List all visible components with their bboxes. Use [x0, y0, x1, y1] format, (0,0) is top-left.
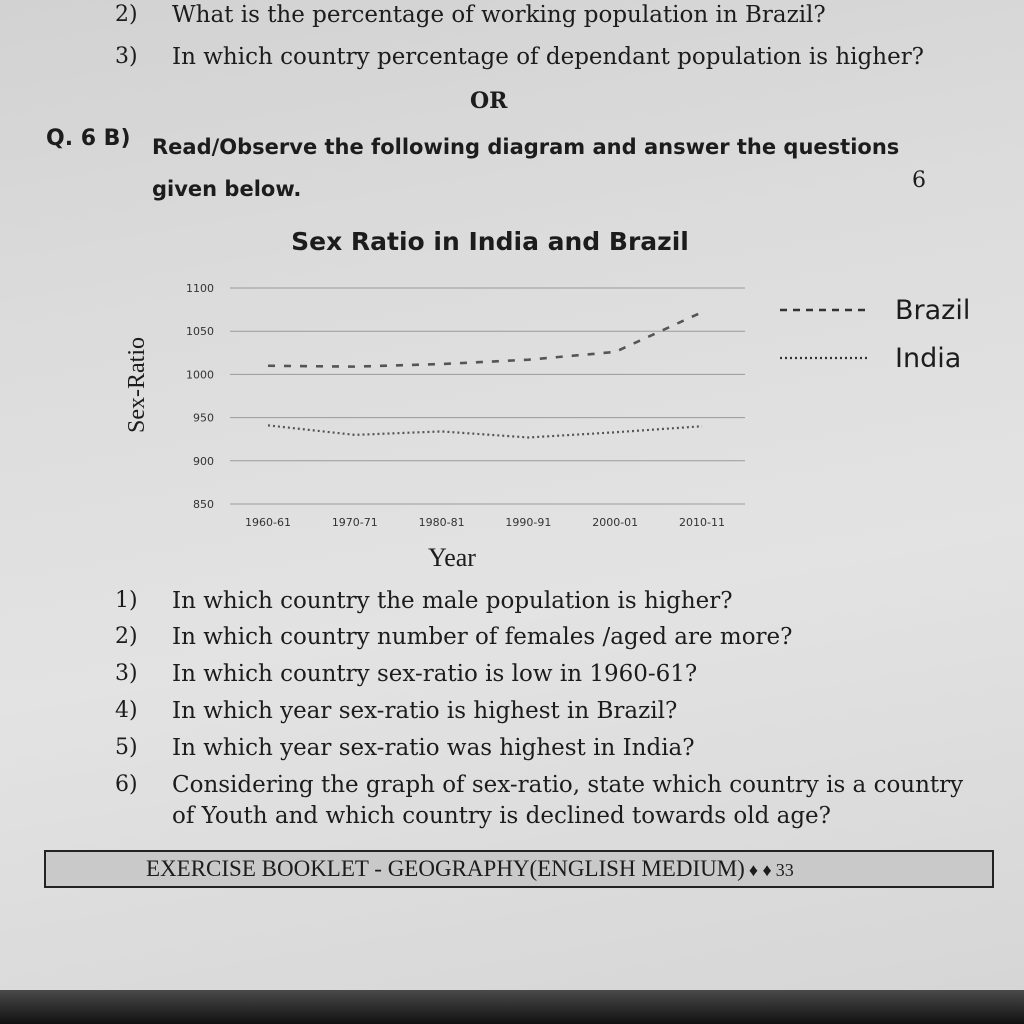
- page-number: 33: [775, 860, 794, 880]
- question-number: 6): [115, 772, 138, 797]
- question-text: In which year sex-ratio was highest in India?: [172, 735, 695, 761]
- x-axis-label: Year: [428, 543, 476, 572]
- desk-shadow: [0, 990, 1024, 1024]
- question-text: In which country sex-ratio is low in 1960-61?: [172, 661, 698, 687]
- x-tick-label: 1990-91: [505, 516, 552, 529]
- x-tick-label: 2010-11: [679, 516, 725, 529]
- question-text: In which country percentage of dependant population is higher?: [172, 44, 925, 70]
- y-tick-label: 950: [193, 411, 214, 425]
- question-number: 4): [115, 698, 138, 723]
- y-tick-label: 900: [193, 454, 214, 468]
- question-text: Considering the graph of sex-ratio, state which country is a country: [172, 772, 964, 798]
- y-tick-label: 1100: [186, 282, 214, 295]
- footer-booklet-name: EXERCISE BOOKLET - GEOGRAPHY(ENGLISH MEDIUM): [146, 856, 745, 881]
- question-text-continued: of Youth and which country is declined towards old age?: [172, 803, 831, 829]
- y-tick-label: 1050: [186, 325, 214, 339]
- series-line-brazil: [268, 312, 702, 366]
- legend-label-brazil: Brazil: [895, 295, 971, 326]
- question-number: 2): [115, 624, 138, 649]
- y-axis-label: Sex-Ratio: [124, 337, 150, 433]
- question-number: 3): [115, 661, 138, 686]
- marks-value: 6: [912, 168, 926, 193]
- question-6-label: Q. 6 B): [46, 126, 131, 151]
- question-number: 5): [115, 735, 138, 760]
- diamond-icons: ♦ ♦: [748, 860, 772, 880]
- question-text: In which country the male population is higher?: [172, 588, 733, 614]
- footer-title: [146, 856, 794, 882]
- question-6-instruction: Read/Observe the following diagram and answer the questions given below.: [152, 135, 900, 201]
- chart-title: Sex Ratio in India and Brazil: [291, 227, 689, 256]
- question-text: What is the percentage of working population in Brazil?: [172, 2, 826, 28]
- chart-svg: [110, 220, 990, 580]
- series-line-india: [268, 425, 702, 437]
- x-tick-label: 2000-01: [592, 516, 639, 529]
- x-tick-label: 1980-81: [418, 516, 465, 529]
- question-text: In which year sex-ratio is highest in Brazil?: [172, 698, 678, 724]
- footer-banner: [44, 850, 994, 888]
- chart-grid: [186, 282, 745, 529]
- y-tick-label: 1000: [186, 368, 214, 382]
- x-tick-label: 1970-71: [331, 516, 378, 529]
- question-number: 2): [115, 2, 138, 27]
- legend-label-india: India: [895, 343, 962, 374]
- x-tick-label: 1960-61: [245, 516, 291, 529]
- sex-ratio-chart: [110, 220, 990, 580]
- or-divider: OR: [470, 88, 508, 114]
- chart-legend: [780, 295, 970, 374]
- question-text: In which country number of females /aged are more?: [172, 624, 793, 650]
- question-number: 1): [115, 588, 138, 613]
- y-tick-label: 850: [193, 498, 214, 511]
- question-number: 3): [115, 44, 138, 69]
